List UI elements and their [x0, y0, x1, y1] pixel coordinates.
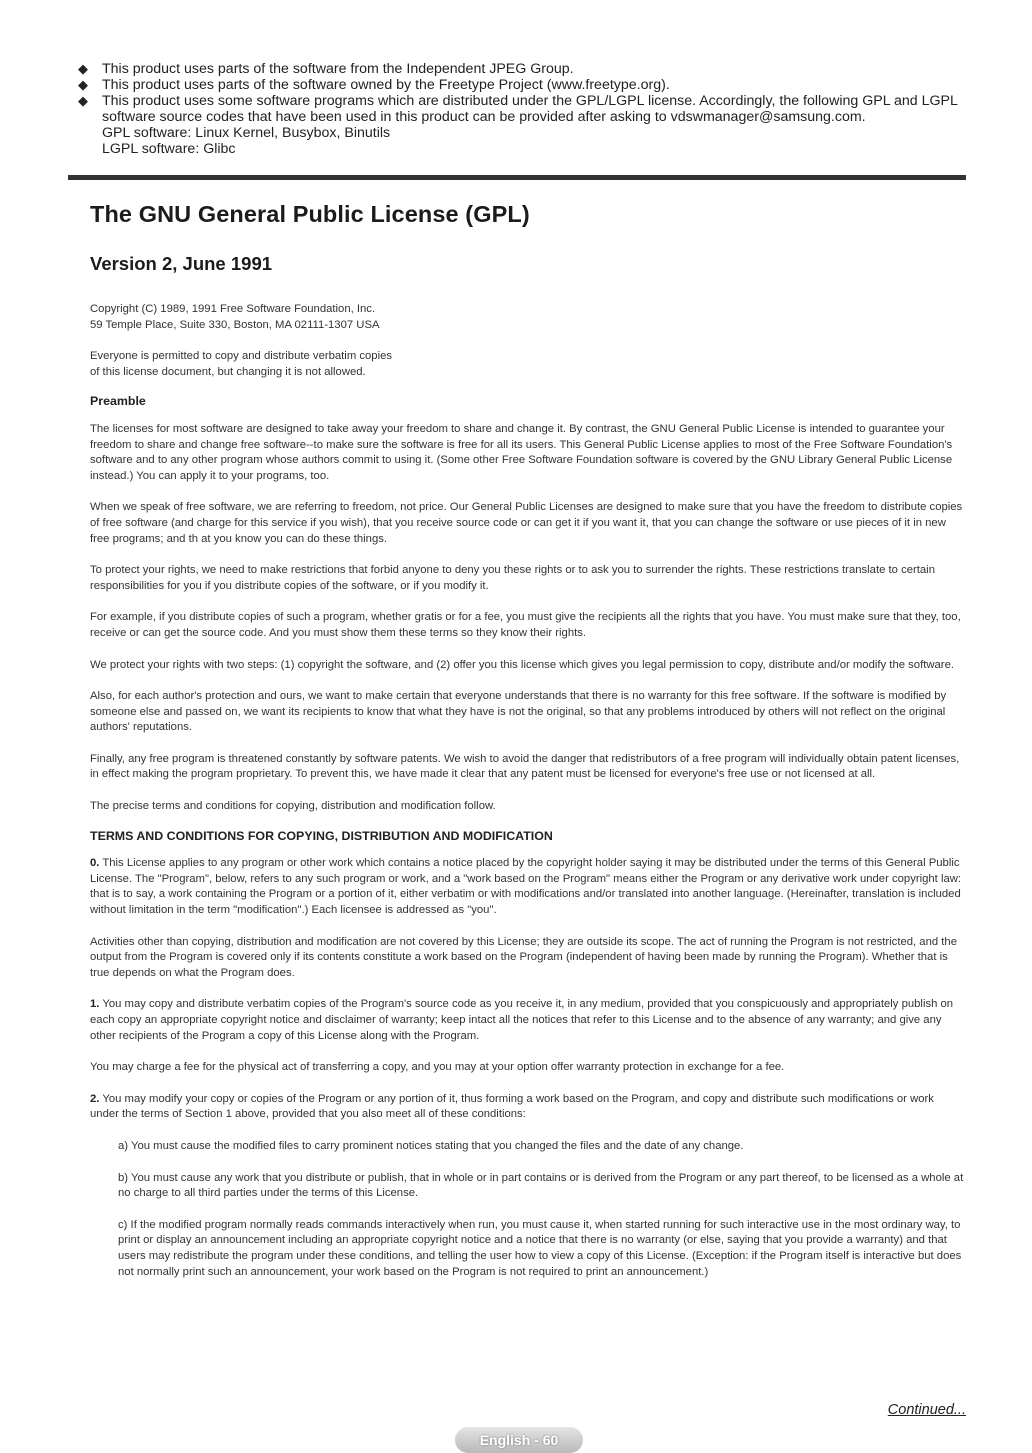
notice-list [78, 61, 978, 157]
diamond-bullet-icon: ◆ [78, 93, 88, 108]
paragraph: For example, if you distribute copies of such a program, whether gratis or for a fee, you must give the recipients all the rights that you have. You must make sure that they, too, receive or can get the source code. And you must show them these terms so they know their rights. [90, 611, 961, 639]
section-divider [68, 175, 966, 180]
paragraph: The precise terms and conditions for copying, distribution and modification follow. [90, 800, 496, 813]
paragraph: To protect your rights, we need to make restrictions that forbid anyone to deny you these rights or to ask you to surrender the rights. These restrictions translate to certain responsibilities for you if you distribute copies of the software, or if you modify it. [90, 564, 935, 592]
notice-item [78, 93, 978, 157]
term-paragraph [90, 997, 964, 1044]
notice-item [78, 77, 978, 93]
preamble-heading: Preamble [90, 394, 146, 409]
term-text: This License applies to any program or other work which contains a notice placed by the copyright holder saying it may be distributed under the terms of this General Public License. The "Program", below, refers to any such program or work, and a "work based on the Program" means either the Program or any derivative work under copyright law: that is to say, a work containing the Program or a portion of it, either verbatim or with modifications and/or translated into another language. (Hereinafter, translation is included without limitation in the term "modification".) Each licensee is addressed as "you". [90, 857, 962, 917]
condition-c: c) If the modified program normally reads commands interactively when run, you must cause it, when started running for such interactive use in the most ordinary way, to print or display an announcement including an appropriate copyright notice and a notice that there is no warranty (or else, saying that you provide a warranty) and that users may redistribute the program under these conditions, and telling the user how to view a copy of this License. (Exception: if the Program itself is interactive but does not normally print such an announcement, your work based on the Program is not required to print an announcement.) [118, 1218, 962, 1278]
term-number: 2. [90, 1092, 100, 1105]
permission-line: Everyone is permitted to copy and distribute verbatim copies [90, 350, 393, 363]
term-text: You may copy and distribute verbatim copies of the Program's source code as you receive it, in any medium, provided that you conspicuously and appropriately publish on each copy an appropriate copyright notice and disclaimer of warranty; keep intact all the notices that refer to this License and to the absence of any warranty; and give any other recipients of the Program a copy of this License along with the Program. [90, 998, 954, 1042]
gpl-software-list: GPL software: Linux Kernel, Busybox, Binutils [102, 125, 391, 141]
license-body [90, 302, 964, 1296]
term-paragraph [90, 856, 964, 918]
permission-block [90, 349, 964, 380]
condition-b: b) You must cause any work that you distribute or publish, that in whole or in part contains or is derived from the Program or any part thereof, to be licensed as a whole at no charge to all third parties under the terms of this License. [118, 1171, 964, 1200]
diamond-bullet-icon: ◆ [78, 77, 88, 92]
page-title: The GNU General Public License (GPL) [90, 201, 530, 227]
paragraph: Finally, any free program is threatened constantly by software patents. We wish to avoid the danger that redistributors of a free program will individually obtain patent licenses, in effect making the program proprietary. To prevent this, we have made it clear that any patent must be licensed for everyone's free use or not licensed at all. [90, 752, 960, 781]
page-number-badge: English - 60 [455, 1427, 583, 1453]
diamond-bullet-icon: ◆ [78, 61, 88, 76]
paragraph: We protect your rights with two steps: (1) copyright the software, and (2) offer you this license which gives you legal permission to copy, distribute and/or modify the software. [90, 658, 954, 671]
lgpl-software-list: LGPL software: Glibc [102, 141, 236, 157]
notice-text: This product uses parts of the software from the Independent JPEG Group. [102, 61, 574, 77]
condition-a: a) You must cause the modified files to carry prominent notices stating that you changed the files and the date of any change. [118, 1139, 744, 1152]
notice-item [78, 61, 978, 77]
address-line: 59 Temple Place, Suite 330, Boston, MA 02111-1307 USA [90, 318, 380, 331]
term-paragraph [90, 1092, 964, 1123]
continued-link: Continued... [887, 1402, 966, 1418]
terms-heading: TERMS AND CONDITIONS FOR COPYING, DISTRIBUTION AND MODIFICATION [90, 828, 553, 843]
copyright-block [90, 302, 964, 333]
term-text: You may modify your copy or copies of the Program or any portion of it, thus forming a work based on the Program, and copy and distribute such modifications or work under the terms of Section 1 above, provided that you also meet all of these conditions: [90, 1092, 934, 1121]
paragraph: Activities other than copying, distribution and modification are not covered by this License; they are outside its scope. The act of running the Program is not restricted, and the output from the Program is covered only if its contents constitute a work based on the Program (independent of having been made by running the Program). Whether that is true depends on what the Program does. [90, 935, 957, 979]
term-number: 0. [90, 857, 100, 870]
paragraph: When we speak of free software, we are referring to freedom, not price. Our General Public Licenses are designed to make sure that you have the freedom to distribute copies of free software (and charge for this service if you wish), that you receive source code or can get it if you want it, that you can change the software or use pieces of it in new free programs; and th at you know you can do these things. [90, 501, 963, 545]
term-number: 1. [90, 998, 100, 1011]
permission-line: of this license document, but changing it is not allowed. [90, 365, 366, 378]
copyright-line: Copyright (C) 1989, 1991 Free Software Foundation, Inc. [90, 303, 376, 315]
paragraph: You may charge a fee for the physical act of transferring a copy, and you may at your option offer warranty protection in exchange for a fee. [90, 1061, 785, 1074]
paragraph: Also, for each author's protection and ours, we want to make certain that everyone understands that there is no warranty for this free software. If the software is modified by someone else and passed on, we want its recipients to know that what they have is not the original, so that any problems introduced by others will not reflect on the original authors' reputations. [90, 690, 947, 734]
notice-text: This product uses some software programs which are distributed under the GPL/LGPL license. Accordingly, the following GPL and LGPL software source codes that have been used in this product can be provided after asking to vdswmanager@samsung.com. [102, 93, 958, 125]
notice-text: This product uses parts of the software owned by the Freetype Project (www.freetype.org). [102, 77, 670, 93]
version-subtitle: Version 2, June 1991 [90, 253, 273, 274]
paragraph: The licenses for most software are designed to take away your freedom to share and change it. By contrast, the GNU General Public License is intended to guarantee your freedom to share and change free software--to make sure the software is free for all its users. This General Public License applies to most of the Free Software Foundation's software and to any other program whose authors commit to using it. (Some other Free Software Foundation software is covered by the GNU Library General Public License instead.) You can apply it to your programs, too. [90, 422, 953, 482]
